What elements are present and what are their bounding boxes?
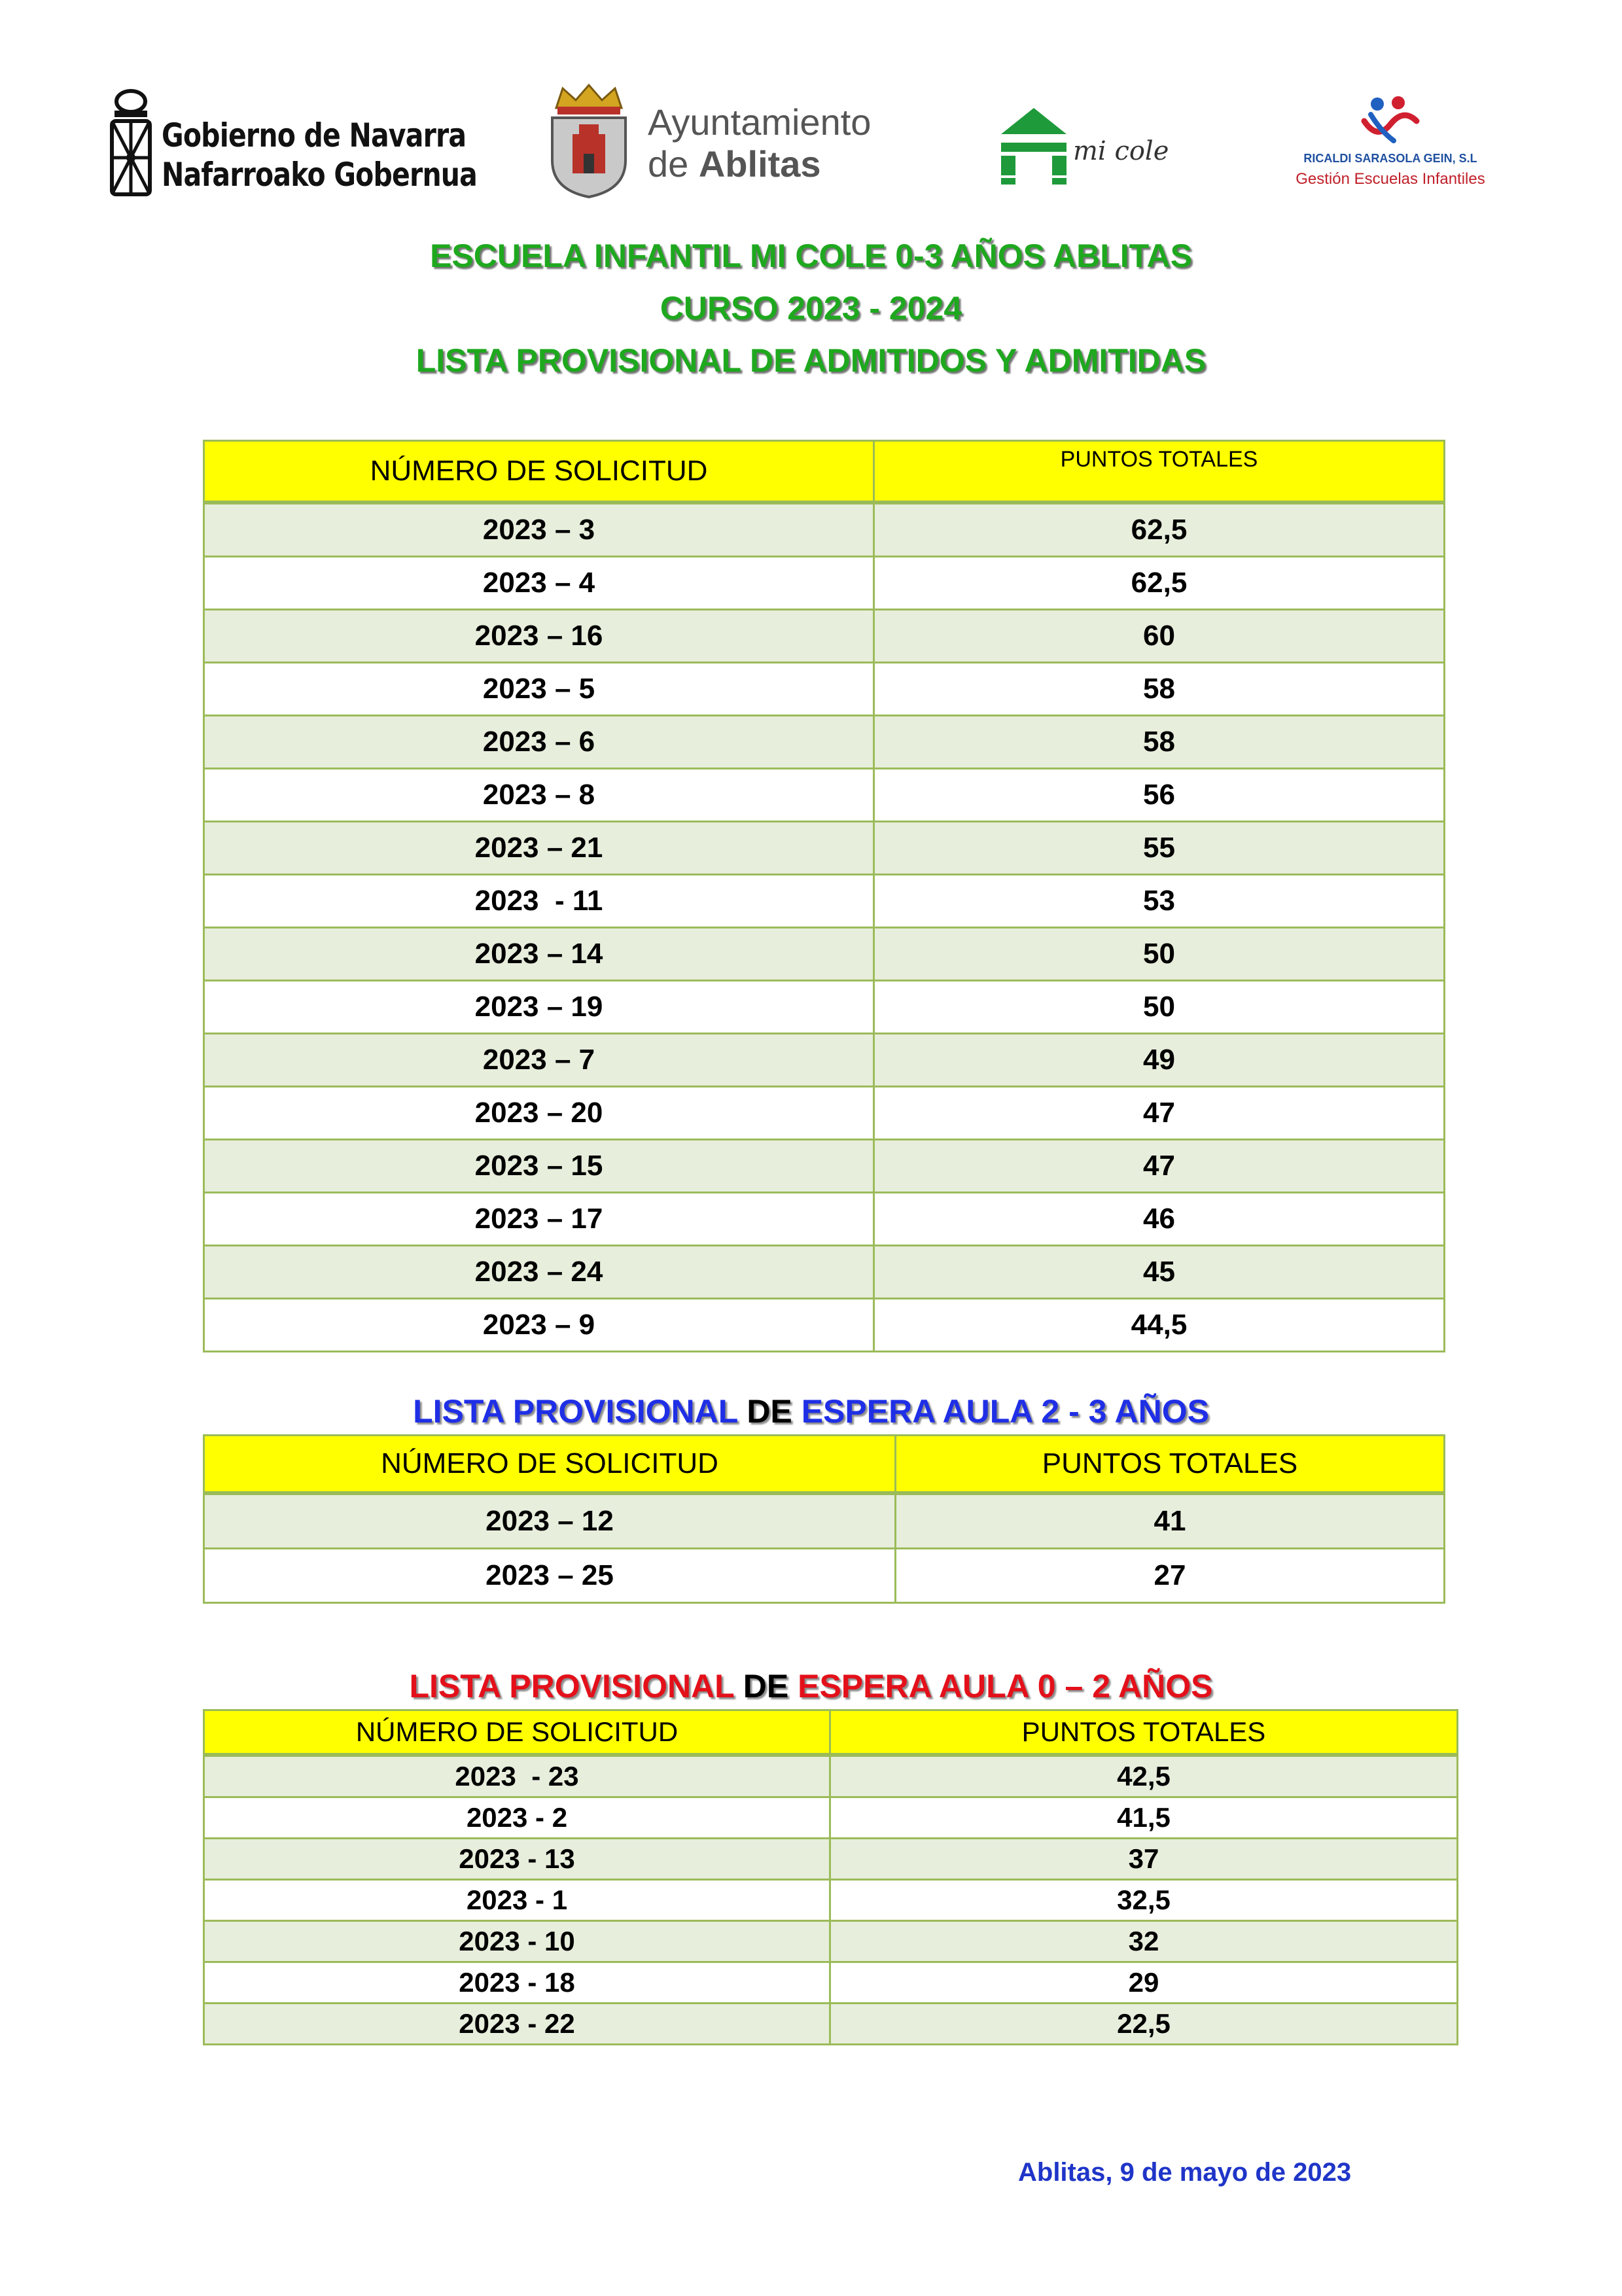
admitidos-col-puntos: PUNTOS TOTALES — [874, 441, 1445, 503]
table-row — [204, 1246, 1445, 1299]
table-row — [204, 1962, 1458, 2004]
solicitud-cell: 2023 - 10 — [204, 1921, 830, 1962]
solicitud-cell: 2023 – 6 — [204, 716, 874, 769]
table-row — [204, 1549, 1445, 1603]
admitidos-col-solicitud: NÚMERO DE SOLICITUD — [204, 441, 874, 503]
puntos-cell: 41 — [896, 1493, 1445, 1549]
solicitud-cell: 2023 – 24 — [204, 1246, 874, 1299]
solicitud-cell: 2023 – 8 — [204, 769, 874, 822]
table-row — [204, 1034, 1445, 1087]
espera-2-3-col-puntos: PUNTOS TOTALES — [896, 1436, 1445, 1494]
ayuntamiento-logo — [543, 82, 909, 200]
solicitud-cell: 2023 – 25 — [204, 1549, 896, 1603]
espera-0-2-body — [204, 1755, 1458, 2045]
table-row — [204, 716, 1445, 769]
navarra-line2: Nafarroako Gobernua — [162, 156, 478, 194]
table-row — [204, 503, 1445, 557]
solicitud-cell: 2023 - 13 — [204, 1839, 830, 1880]
solicitud-cell: 2023 – 16 — [204, 610, 874, 663]
solicitud-cell: 2023 - 23 — [204, 1755, 830, 1797]
solicitud-cell: 2023 – 20 — [204, 1087, 874, 1140]
title-line2: CURSO 2023 - 2024 — [660, 290, 962, 327]
ricaldi-line1: RICALDI SARASOLA GEIN, S.L — [1303, 152, 1477, 165]
solicitud-cell: 2023 - 22 — [204, 2004, 830, 2045]
table-row — [204, 1087, 1445, 1140]
espera-2-3-title-de: DE — [747, 1393, 792, 1430]
espera-0-2-title — [0, 1667, 1622, 1705]
solicitud-cell: 2023 – 4 — [204, 557, 874, 610]
title-line1: ESCUELA INFANTIL MI COLE 0-3 AÑOS ABLITAS — [430, 238, 1192, 274]
ayuntamiento-line2-name: Ablitas — [698, 143, 821, 185]
espera-2-3-table — [203, 1434, 1445, 1604]
puntos-cell: 44,5 — [874, 1299, 1445, 1352]
table-row — [204, 2004, 1458, 2045]
puntos-cell: 50 — [874, 981, 1445, 1034]
puntos-cell: 41,5 — [830, 1797, 1458, 1839]
puntos-cell: 32 — [830, 1921, 1458, 1962]
solicitud-cell: 2023 – 3 — [204, 503, 874, 557]
footer-date: Ablitas, 9 de mayo de 2023 — [1018, 2158, 1352, 2187]
ayuntamiento-line2 — [648, 143, 871, 185]
table-row — [204, 663, 1445, 716]
solicitud-cell: 2023 – 19 — [204, 981, 874, 1034]
puntos-cell: 56 — [874, 769, 1445, 822]
solicitud-cell: 2023 – 9 — [204, 1299, 874, 1352]
solicitud-cell: 2023 – 12 — [204, 1493, 896, 1549]
ricaldi-line2: Gestión Escuelas Infantiles — [1296, 170, 1485, 188]
solicitud-cell: 2023 - 2 — [204, 1797, 830, 1839]
solicitud-cell: 2023 – 17 — [204, 1193, 874, 1246]
table-row — [204, 557, 1445, 610]
puntos-cell: 62,5 — [874, 503, 1445, 557]
navarra-logo — [108, 88, 478, 200]
puntos-cell: 58 — [874, 663, 1445, 716]
ayuntamiento-line1: Ayuntamiento — [648, 101, 872, 143]
solicitud-cell: 2023 – 21 — [204, 822, 874, 875]
puntos-cell: 45 — [874, 1246, 1445, 1299]
ricaldi-logo — [1282, 92, 1498, 190]
puntos-cell: 27 — [896, 1549, 1445, 1603]
table-row — [204, 822, 1445, 875]
solicitud-cell: 2023 – 14 — [204, 928, 874, 981]
espera-0-2-col-solicitud: NÚMERO DE SOLICITUD — [204, 1710, 830, 1756]
title-line3: LISTA PROVISIONAL DE ADMITIDOS Y ADMITIDAS — [415, 342, 1207, 379]
puntos-cell: 62,5 — [874, 557, 1445, 610]
table-row — [204, 1755, 1458, 1797]
admitidos-header-row — [204, 441, 1445, 503]
puntos-cell: 47 — [874, 1087, 1445, 1140]
admitidos-table — [203, 440, 1445, 1352]
puntos-cell: 47 — [874, 1140, 1445, 1193]
ayuntamiento-line2-prefix: de — [648, 143, 689, 185]
micole-logo-text: mi cole — [1073, 136, 1169, 166]
table-row — [204, 1839, 1458, 1880]
puntos-cell: 58 — [874, 716, 1445, 769]
puntos-cell: 46 — [874, 1193, 1445, 1246]
puntos-cell: 50 — [874, 928, 1445, 981]
puntos-cell: 32,5 — [830, 1880, 1458, 1921]
table-row — [204, 1880, 1458, 1921]
puntos-cell: 22,5 — [830, 2004, 1458, 2045]
solicitud-cell: 2023 - 11 — [204, 875, 874, 928]
table-row — [204, 875, 1445, 928]
micole-logo — [998, 105, 1214, 190]
puntos-cell: 42,5 — [830, 1755, 1458, 1797]
puntos-cell: 60 — [874, 610, 1445, 663]
espera-2-3-col-solicitud: NÚMERO DE SOLICITUD — [204, 1436, 896, 1494]
ricaldi-figures-icon — [1358, 95, 1423, 147]
table-row — [204, 1299, 1445, 1352]
puntos-cell: 29 — [830, 1962, 1458, 2004]
solicitud-cell: 2023 – 15 — [204, 1140, 874, 1193]
ayuntamiento-logo-text — [648, 101, 871, 185]
espera-2-3-title-b: ESPERA AULA 2 - 3 AÑOS — [801, 1393, 1209, 1430]
espera-0-2-table — [203, 1709, 1458, 2045]
solicitud-cell: 2023 - 1 — [204, 1880, 830, 1921]
table-row — [204, 1797, 1458, 1839]
navarra-logo-text — [162, 116, 477, 194]
table-row — [204, 928, 1445, 981]
micole-house-icon — [998, 105, 1070, 190]
table-row — [204, 1921, 1458, 1962]
admitidos-body — [204, 503, 1445, 1352]
table-row — [204, 981, 1445, 1034]
table-row — [204, 1193, 1445, 1246]
navarra-line1: Gobierno de Navarra — [162, 116, 467, 154]
espera-0-2-header-row — [204, 1710, 1458, 1756]
espera-2-3-title — [0, 1392, 1622, 1430]
espera-0-2-title-b: ESPERA AULA 0 – 2 AÑOS — [798, 1668, 1213, 1704]
puntos-cell: 55 — [874, 822, 1445, 875]
puntos-cell: 37 — [830, 1839, 1458, 1880]
puntos-cell: 53 — [874, 875, 1445, 928]
espera-2-3-body — [204, 1493, 1445, 1603]
espera-2-3-title-a: LISTA PROVISIONAL — [413, 1393, 738, 1430]
ablitas-shield-icon — [543, 82, 635, 200]
espera-0-2-col-puntos: PUNTOS TOTALES — [830, 1710, 1458, 1756]
solicitud-cell: 2023 - 18 — [204, 1962, 830, 2004]
table-row — [204, 769, 1445, 822]
solicitud-cell: 2023 – 7 — [204, 1034, 874, 1087]
puntos-cell: 49 — [874, 1034, 1445, 1087]
espera-0-2-title-de: DE — [743, 1668, 789, 1704]
navarra-coat-of-arms-icon — [108, 88, 154, 200]
table-row — [204, 610, 1445, 663]
table-row — [204, 1493, 1445, 1549]
espera-2-3-header-row — [204, 1436, 1445, 1494]
espera-0-2-title-a: LISTA PROVISIONAL — [409, 1668, 734, 1704]
table-row — [204, 1140, 1445, 1193]
solicitud-cell: 2023 – 5 — [204, 663, 874, 716]
